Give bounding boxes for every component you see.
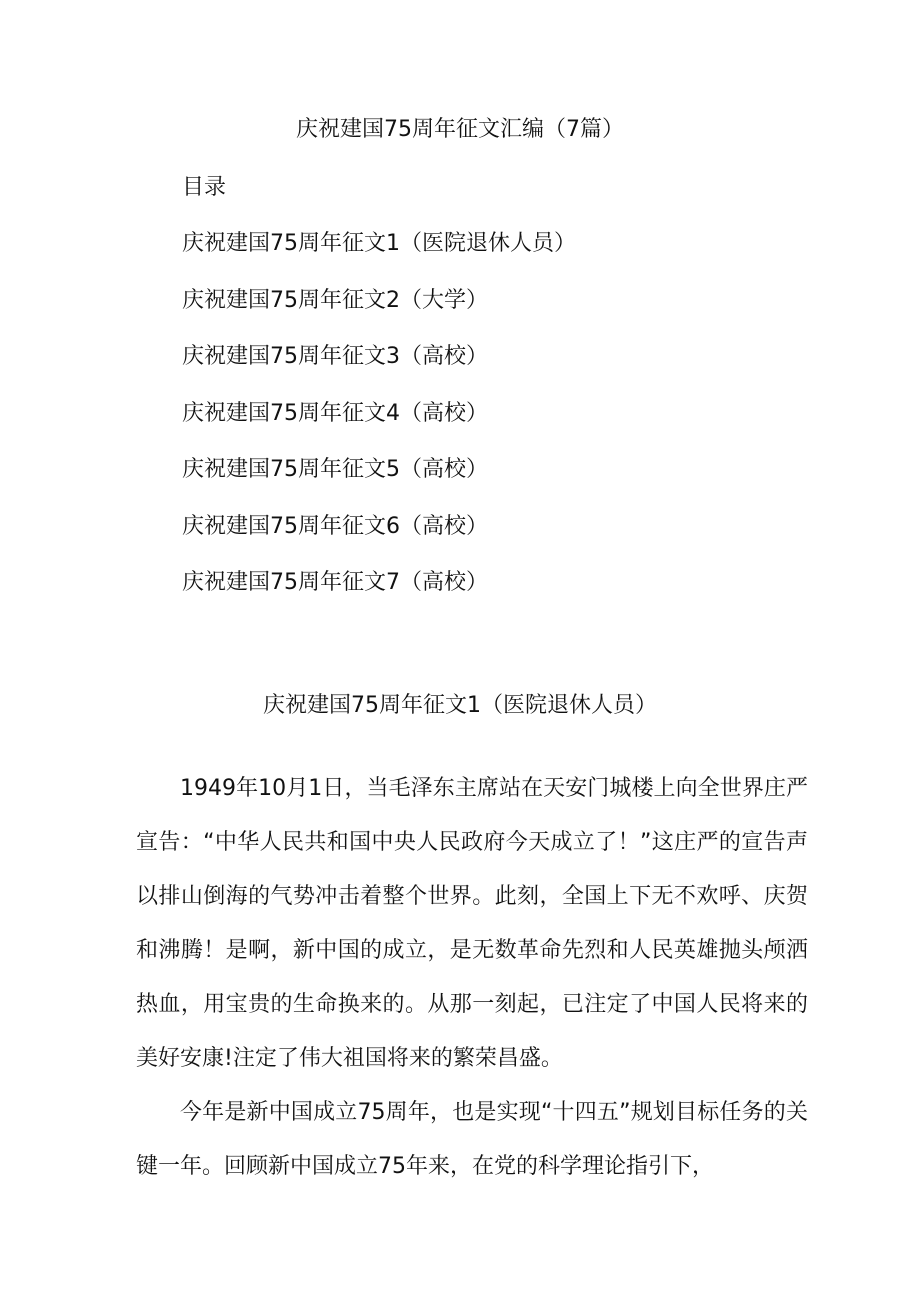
paragraph-1: 1949年10月1日，当毛泽东主席站在天安门城楼上向全世界庄严宣告：“中华人民共和国中央人民政府今天成立了！”这庄严的宣告声以排山倒海的气势冲击着整个世界。此刻，全国上下无不欢呼、庆贺和沸腾！是啊，新中国的成立，是无数革命先烈和人民英雄抛头颅洒热血，用宝贵的生命换来的。从那一刻起，已注定了中国人民将来的美好安康!注定了伟大祖国将来的繁荣昌盛。 [136,776,808,1071]
toc-item-7[interactable]: 庆祝建国75周年征文7（高校） [182,570,488,595]
toc-item-4[interactable]: 庆祝建国75周年征文4（高校） [182,400,488,426]
essay-body [136,762,808,1194]
toc-item-5[interactable]: 庆祝建国75周年征文5（高校） [182,457,488,482]
toc-item-2[interactable]: 庆祝建国75周年征文2（大学） [182,287,488,313]
toc-item-3[interactable]: 庆祝建国75周年征文3（高校） [182,344,488,369]
document-title: 庆祝建国75周年征文汇编（7篇） [296,117,624,142]
toc-item-1[interactable]: 庆祝建国75周年征文1（医院退休人员） [182,231,576,256]
section-title: 庆祝建国75周年征文1（医院退休人员） [263,693,657,718]
toc-item-6[interactable]: 庆祝建国75周年征文6（高校） [182,513,488,539]
table-of-contents [182,228,576,624]
paragraph-2: 今年是新中国成立75周年，也是实现“十四五”规划目标任务的关键一年。回顾新中国成立75年来，在党的科学理论指引下， [136,1100,808,1179]
toc-heading: 目录 [182,175,227,200]
